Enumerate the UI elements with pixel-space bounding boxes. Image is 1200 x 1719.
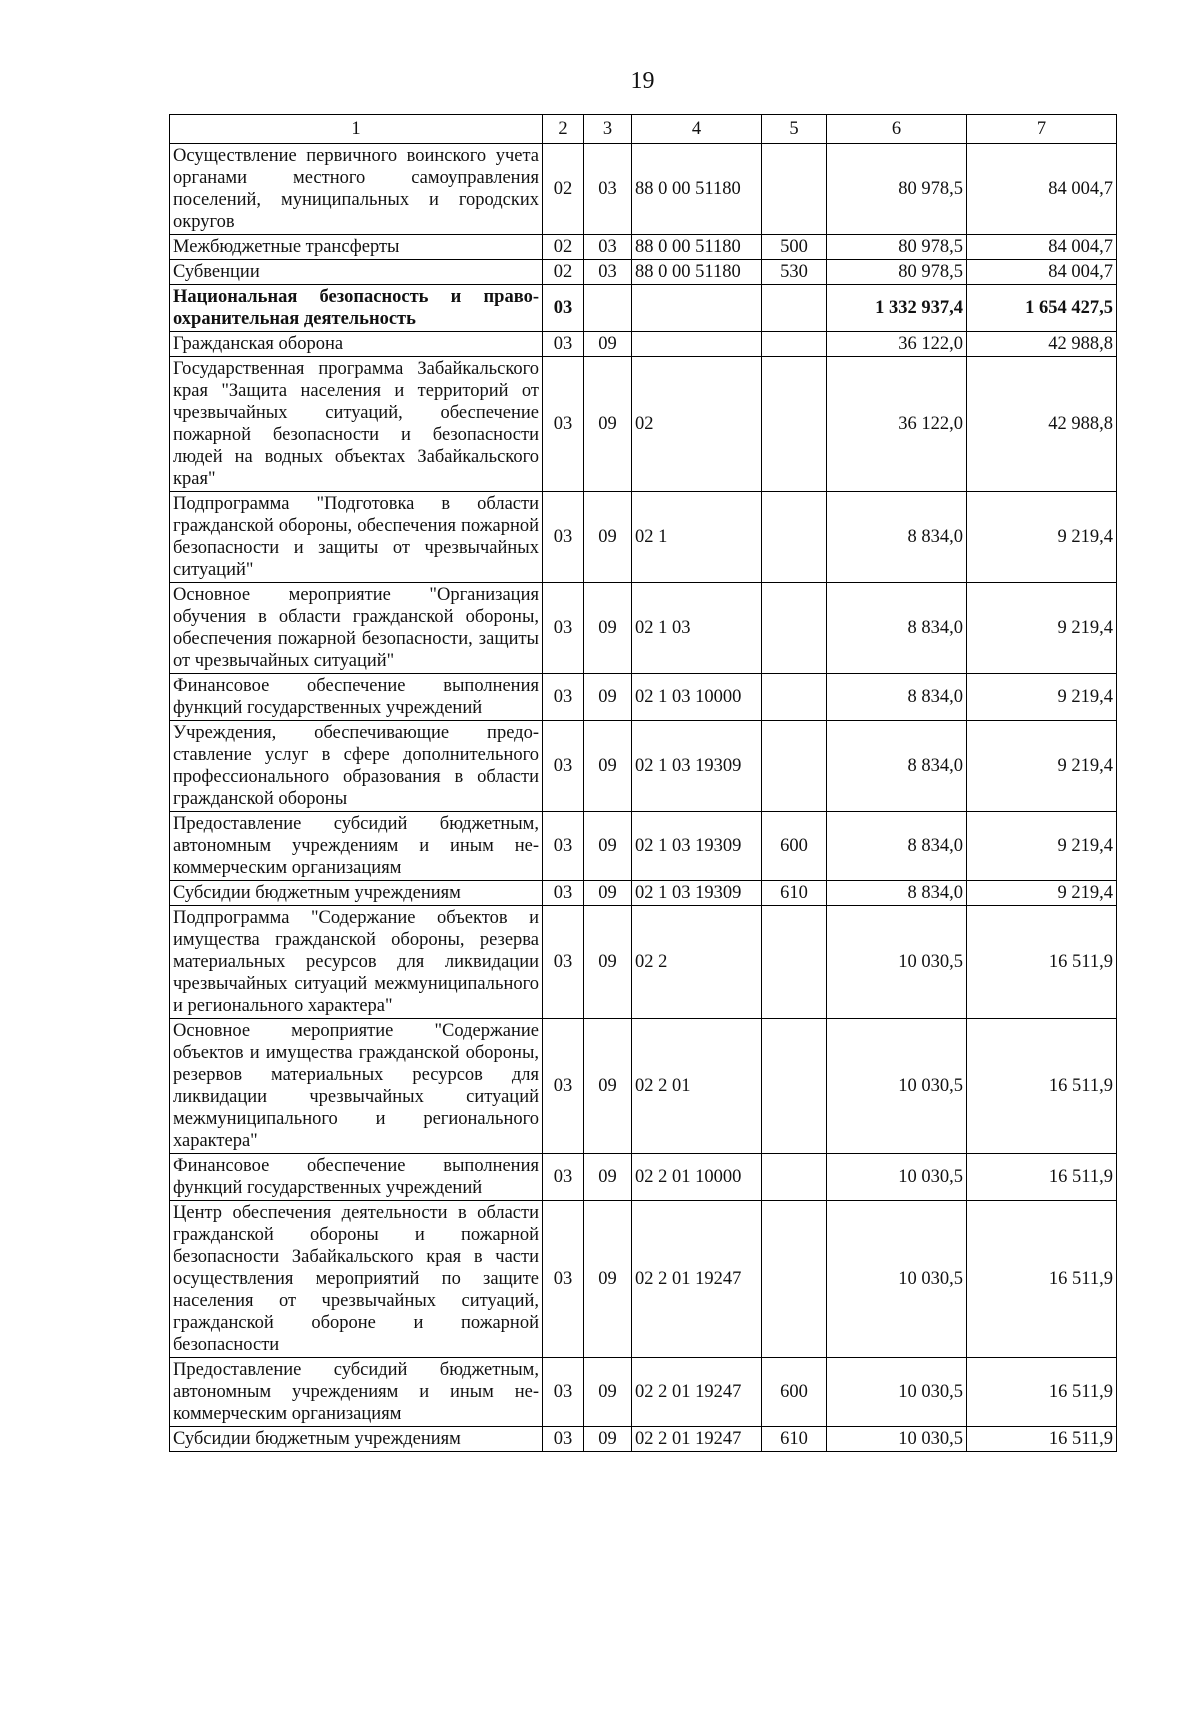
expense-type-cell: [762, 1201, 827, 1358]
subsection-code-cell: 09: [584, 332, 632, 357]
row-name-cell: Подпрограмма "Подготовка в области гражданской обороны, обеспечения пожарной безопасности и защиты от чрезвычайных ситуаций": [170, 492, 543, 583]
table-row: [170, 583, 1117, 674]
section-code-cell: 03: [543, 721, 584, 812]
target-article-cell: 02 1 03 19309: [632, 881, 762, 906]
subsection-code-cell: 03: [584, 235, 632, 260]
row-name-cell: Субсидии бюджетным учреждениям: [170, 881, 543, 906]
amount-year1-cell: 10 030,5: [827, 1427, 967, 1452]
expense-type-cell: [762, 1019, 827, 1154]
row-name-cell: Предоставление субсидий бюджетным, автономным учреждениям и иным некоммерческим организациям: [170, 812, 543, 881]
amount-year2-cell: 84 004,7: [967, 235, 1117, 260]
subsection-code-cell: 09: [584, 492, 632, 583]
target-article-cell: 02 1: [632, 492, 762, 583]
expense-type-cell: [762, 492, 827, 583]
header-cell: 6: [827, 115, 967, 144]
row-name-cell: Гражданская оборона: [170, 332, 543, 357]
amount-year2-cell: 16 511,9: [967, 1427, 1117, 1452]
expense-type-cell: [762, 357, 827, 492]
table-row: [170, 144, 1117, 235]
expense-type-cell: 530: [762, 260, 827, 285]
target-article-cell: 02 1 03: [632, 583, 762, 674]
amount-year2-cell: 9 219,4: [967, 721, 1117, 812]
amount-year1-cell: 80 978,5: [827, 235, 967, 260]
row-name-cell: Государственная программа Забайкальского края "Защита населения и территорий от чрезвычайных ситуаций, обеспечение пожарной безопасности и безопасности людей на водных объектах Забайкальского края": [170, 357, 543, 492]
expense-type-cell: 600: [762, 812, 827, 881]
header-cell: 7: [967, 115, 1117, 144]
subsection-code-cell: 09: [584, 1154, 632, 1201]
table-row: [170, 721, 1117, 812]
header-cell: 4: [632, 115, 762, 144]
section-code-cell: 03: [543, 583, 584, 674]
expense-type-cell: [762, 1154, 827, 1201]
row-name-cell: Национальная безопасность и правоохранительная деятельность: [170, 285, 543, 332]
header-cell: 5: [762, 115, 827, 144]
amount-year1-cell: 1 332 937,4: [827, 285, 967, 332]
section-code-cell: 03: [543, 1019, 584, 1154]
amount-year2-cell: 16 511,9: [967, 1019, 1117, 1154]
row-name-cell: Осуществление первичного воинского учета органами местного самоуправления поселений, муниципальных и городских округов: [170, 144, 543, 235]
header-row: [170, 115, 1117, 144]
target-article-cell: 02: [632, 357, 762, 492]
table-row: [170, 1154, 1117, 1201]
amount-year1-cell: 36 122,0: [827, 357, 967, 492]
section-code-cell: 02: [543, 144, 584, 235]
table-row: [170, 1201, 1117, 1358]
target-article-cell: 02 2 01 10000: [632, 1154, 762, 1201]
amount-year1-cell: 8 834,0: [827, 492, 967, 583]
amount-year2-cell: 9 219,4: [967, 812, 1117, 881]
section-code-cell: 03: [543, 492, 584, 583]
expense-type-cell: [762, 674, 827, 721]
budget-table: [169, 114, 1117, 1452]
table-row: [170, 492, 1117, 583]
section-code-cell: 03: [543, 332, 584, 357]
section-code-cell: 03: [543, 1358, 584, 1427]
expense-type-cell: [762, 332, 827, 357]
header-cell: 1: [170, 115, 543, 144]
amount-year1-cell: 10 030,5: [827, 1201, 967, 1358]
amount-year1-cell: 8 834,0: [827, 721, 967, 812]
expense-type-cell: 600: [762, 1358, 827, 1427]
target-article-cell: [632, 332, 762, 357]
table-row: [170, 260, 1117, 285]
subsection-code-cell: [584, 285, 632, 332]
section-code-cell: 02: [543, 235, 584, 260]
header-cell: 2: [543, 115, 584, 144]
subsection-code-cell: 09: [584, 881, 632, 906]
expense-type-cell: [762, 285, 827, 332]
amount-year2-cell: 9 219,4: [967, 881, 1117, 906]
target-article-cell: 02 2 01 19247: [632, 1358, 762, 1427]
table-row: [170, 674, 1117, 721]
amount-year2-cell: 84 004,7: [967, 260, 1117, 285]
row-name-cell: Финансовое обеспечение выполнения функций государственных учреждений: [170, 674, 543, 721]
amount-year1-cell: 8 834,0: [827, 881, 967, 906]
table-row: [170, 1427, 1117, 1452]
amount-year1-cell: 8 834,0: [827, 583, 967, 674]
amount-year1-cell: 80 978,5: [827, 260, 967, 285]
table-row: [170, 332, 1117, 357]
table-row: [170, 285, 1117, 332]
header-cell: 3: [584, 115, 632, 144]
row-name-cell: Межбюджетные трансферты: [170, 235, 543, 260]
target-article-cell: 02 2: [632, 906, 762, 1019]
expense-type-cell: [762, 721, 827, 812]
subsection-code-cell: 09: [584, 1358, 632, 1427]
subsection-code-cell: 03: [584, 144, 632, 235]
row-name-cell: Основное мероприятие "Содержание объектов и имущества гражданской обороны, резервов материальных ресурсов для ликвидации чрезвычайных ситуаций межмуниципального и регионального характера": [170, 1019, 543, 1154]
amount-year1-cell: 10 030,5: [827, 1358, 967, 1427]
target-article-cell: 02 2 01 19247: [632, 1427, 762, 1452]
target-article-cell: 02 2 01: [632, 1019, 762, 1154]
table-row: [170, 235, 1117, 260]
amount-year1-cell: 8 834,0: [827, 674, 967, 721]
subsection-code-cell: 09: [584, 906, 632, 1019]
subsection-code-cell: 03: [584, 260, 632, 285]
row-name-cell: Предоставление субсидий бюджетным, автономным учреждениям и иным некоммерческим организациям: [170, 1358, 543, 1427]
row-name-cell: Основное мероприятие "Организация обучения в области гражданской обороны, обеспечения пожарной безопасности, защиты от чрезвычайных ситуаций": [170, 583, 543, 674]
subsection-code-cell: 09: [584, 674, 632, 721]
amount-year2-cell: 42 988,8: [967, 332, 1117, 357]
table-row: [170, 357, 1117, 492]
amount-year2-cell: 84 004,7: [967, 144, 1117, 235]
section-code-cell: 03: [543, 357, 584, 492]
amount-year1-cell: 8 834,0: [827, 812, 967, 881]
amount-year1-cell: 10 030,5: [827, 1154, 967, 1201]
amount-year2-cell: 16 511,9: [967, 1154, 1117, 1201]
target-article-cell: 88 0 00 51180: [632, 144, 762, 235]
expense-type-cell: 610: [762, 1427, 827, 1452]
row-name-cell: Субвенции: [170, 260, 543, 285]
target-article-cell: 02 1 03 10000: [632, 674, 762, 721]
row-name-cell: Финансовое обеспечение выполнения функций государственных учреждений: [170, 1154, 543, 1201]
target-article-cell: [632, 285, 762, 332]
subsection-code-cell: 09: [584, 812, 632, 881]
table-row: [170, 881, 1117, 906]
expense-type-cell: 610: [762, 881, 827, 906]
section-code-cell: 03: [543, 285, 584, 332]
table-row: [170, 812, 1117, 881]
amount-year1-cell: 10 030,5: [827, 1019, 967, 1154]
subsection-code-cell: 09: [584, 1427, 632, 1452]
row-name-cell: Подпрограмма "Содержание объектов и имущества гражданской обороны, резерва материальных ресурсов для ликвидации чрезвычайных ситуаций межмуниципального и регионального характера": [170, 906, 543, 1019]
amount-year1-cell: 80 978,5: [827, 144, 967, 235]
expense-type-cell: [762, 144, 827, 235]
expense-type-cell: [762, 906, 827, 1019]
subsection-code-cell: 09: [584, 583, 632, 674]
amount-year2-cell: 16 511,9: [967, 906, 1117, 1019]
amount-year2-cell: 16 511,9: [967, 1358, 1117, 1427]
section-code-cell: 03: [543, 1427, 584, 1452]
expense-type-cell: [762, 583, 827, 674]
amount-year2-cell: 42 988,8: [967, 357, 1117, 492]
row-name-cell: Субсидии бюджетным учреждениям: [170, 1427, 543, 1452]
section-code-cell: 03: [543, 812, 584, 881]
target-article-cell: 88 0 00 51180: [632, 260, 762, 285]
target-article-cell: 02 2 01 19247: [632, 1201, 762, 1358]
amount-year1-cell: 36 122,0: [827, 332, 967, 357]
section-code-cell: 03: [543, 674, 584, 721]
row-name-cell: Центр обеспечения деятельности в области гражданской обороны и пожарной безопасности Забайкальского края в части осуществления мероприятий по защите населения от чрезвычайных ситуаций, гражданской обороне и пожарной безопасности: [170, 1201, 543, 1358]
amount-year2-cell: 1 654 427,5: [967, 285, 1117, 332]
subsection-code-cell: 09: [584, 721, 632, 812]
subsection-code-cell: 09: [584, 1201, 632, 1358]
subsection-code-cell: 09: [584, 357, 632, 492]
expense-type-cell: 500: [762, 235, 827, 260]
section-code-cell: 03: [543, 906, 584, 1019]
amount-year2-cell: 16 511,9: [967, 1201, 1117, 1358]
target-article-cell: 02 1 03 19309: [632, 721, 762, 812]
section-code-cell: 03: [543, 1154, 584, 1201]
amount-year2-cell: 9 219,4: [967, 583, 1117, 674]
subsection-code-cell: 09: [584, 1019, 632, 1154]
table-row: [170, 1019, 1117, 1154]
row-name-cell: Учреждения, обеспечивающие предоставление услуг в сфере дополнительного профессионального образования в области гражданской обороны: [170, 721, 543, 812]
section-code-cell: 03: [543, 1201, 584, 1358]
target-article-cell: 88 0 00 51180: [632, 235, 762, 260]
section-code-cell: 02: [543, 260, 584, 285]
table-row: [170, 906, 1117, 1019]
amount-year2-cell: 9 219,4: [967, 674, 1117, 721]
page-number: 19: [630, 68, 655, 94]
table-row: [170, 1358, 1117, 1427]
amount-year2-cell: 9 219,4: [967, 492, 1117, 583]
section-code-cell: 03: [543, 881, 584, 906]
target-article-cell: 02 1 03 19309: [632, 812, 762, 881]
amount-year1-cell: 10 030,5: [827, 906, 967, 1019]
